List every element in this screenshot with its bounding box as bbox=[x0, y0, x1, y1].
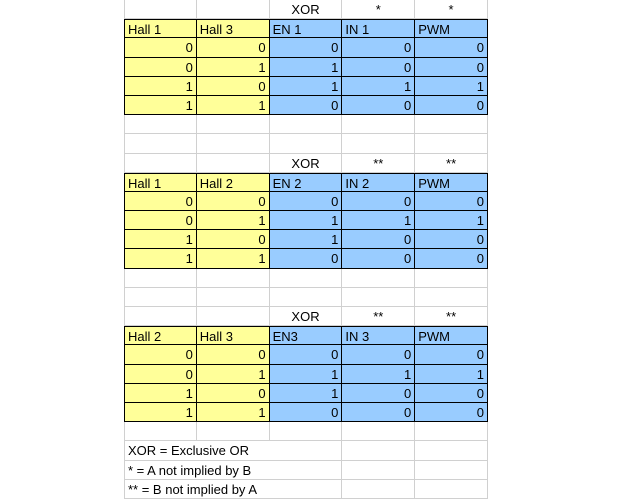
empty-cell[interactable] bbox=[342, 115, 415, 134]
empty-cell[interactable] bbox=[415, 480, 488, 499]
value-cell[interactable]: 0 bbox=[124, 192, 197, 211]
empty-cell[interactable] bbox=[270, 115, 343, 134]
value-cell[interactable]: 0 bbox=[124, 38, 197, 57]
empty-cell[interactable] bbox=[124, 422, 197, 441]
value-cell[interactable]: 1 bbox=[197, 403, 270, 422]
empty-cell[interactable] bbox=[342, 422, 415, 441]
column-header[interactable]: PWM bbox=[415, 173, 488, 192]
column-header[interactable]: Hall 1 bbox=[124, 173, 197, 192]
table-row bbox=[124, 96, 488, 115]
empty-cell[interactable] bbox=[124, 288, 197, 307]
header-row bbox=[124, 326, 488, 345]
operator-cell[interactable]: * bbox=[342, 0, 415, 19]
value-cell[interactable]: 1 bbox=[124, 249, 197, 268]
value-cell[interactable]: 0 bbox=[124, 58, 197, 77]
column-header[interactable]: PWM bbox=[415, 19, 488, 38]
value-cell[interactable]: 0 bbox=[270, 345, 343, 364]
empty-cell[interactable] bbox=[415, 134, 488, 153]
operator-cell[interactable]: ** bbox=[342, 307, 415, 326]
value-cell[interactable]: 0 bbox=[124, 345, 197, 364]
value-cell[interactable]: 0 bbox=[342, 38, 415, 57]
value-cell[interactable]: 1 bbox=[124, 77, 197, 96]
spacer-row bbox=[124, 134, 488, 153]
operator-cell[interactable] bbox=[197, 307, 270, 326]
operator-cell[interactable] bbox=[124, 307, 197, 326]
table-row bbox=[124, 77, 488, 96]
empty-cell[interactable] bbox=[124, 115, 197, 134]
operator-cell[interactable]: XOR bbox=[270, 154, 343, 173]
empty-cell[interactable] bbox=[342, 480, 415, 499]
value-cell[interactable]: 0 bbox=[270, 249, 343, 268]
value-cell[interactable]: 0 bbox=[124, 365, 197, 384]
empty-cell[interactable] bbox=[342, 134, 415, 153]
value-cell[interactable]: 1 bbox=[124, 96, 197, 115]
spacer-row bbox=[124, 422, 488, 441]
empty-cell[interactable] bbox=[415, 269, 488, 288]
value-cell[interactable]: 1 bbox=[124, 384, 197, 403]
value-cell[interactable]: 1 bbox=[124, 230, 197, 249]
value-cell[interactable]: 1 bbox=[270, 58, 343, 77]
value-cell[interactable]: 1 bbox=[197, 96, 270, 115]
value-cell[interactable]: 0 bbox=[197, 230, 270, 249]
operator-cell[interactable]: * bbox=[415, 0, 488, 19]
empty-cell[interactable] bbox=[415, 461, 488, 480]
header-row bbox=[124, 173, 488, 192]
value-cell[interactable]: 0 bbox=[270, 96, 343, 115]
value-cell[interactable]: 0 bbox=[342, 403, 415, 422]
operator-cell[interactable] bbox=[197, 154, 270, 173]
table-row bbox=[124, 384, 488, 403]
value-cell[interactable]: 0 bbox=[124, 211, 197, 230]
table-row bbox=[124, 365, 488, 384]
value-cell[interactable]: 0 bbox=[415, 230, 488, 249]
empty-cell[interactable] bbox=[270, 288, 343, 307]
empty-cell[interactable] bbox=[197, 134, 270, 153]
value-cell[interactable]: 1 bbox=[270, 211, 343, 230]
empty-cell[interactable] bbox=[197, 422, 270, 441]
column-header[interactable]: PWM bbox=[415, 326, 488, 345]
value-cell[interactable]: 0 bbox=[415, 38, 488, 57]
value-cell[interactable]: 0 bbox=[415, 403, 488, 422]
value-cell[interactable]: 0 bbox=[415, 96, 488, 115]
empty-cell[interactable] bbox=[197, 288, 270, 307]
value-cell[interactable]: 1 bbox=[415, 211, 488, 230]
empty-cell[interactable] bbox=[342, 441, 415, 460]
empty-cell[interactable] bbox=[197, 269, 270, 288]
table-row bbox=[124, 58, 488, 77]
table-row bbox=[124, 38, 488, 57]
value-cell[interactable]: 1 bbox=[270, 77, 343, 96]
operator-cell[interactable]: ** bbox=[342, 154, 415, 173]
value-cell[interactable]: 1 bbox=[197, 365, 270, 384]
value-cell[interactable]: 0 bbox=[197, 192, 270, 211]
value-cell[interactable]: 0 bbox=[197, 384, 270, 403]
empty-cell[interactable] bbox=[342, 288, 415, 307]
value-cell[interactable]: 0 bbox=[415, 249, 488, 268]
empty-cell[interactable] bbox=[124, 269, 197, 288]
value-cell[interactable]: 1 bbox=[197, 249, 270, 268]
value-cell[interactable]: 0 bbox=[342, 58, 415, 77]
truth-table-sheet bbox=[124, 0, 488, 499]
operator-cell[interactable]: ** bbox=[415, 154, 488, 173]
table-row bbox=[124, 403, 488, 422]
empty-cell[interactable] bbox=[415, 115, 488, 134]
value-cell[interactable]: 0 bbox=[415, 58, 488, 77]
table-row bbox=[124, 230, 488, 249]
value-cell[interactable]: 0 bbox=[342, 345, 415, 364]
value-cell[interactable]: 0 bbox=[197, 77, 270, 96]
value-cell[interactable]: 1 bbox=[197, 211, 270, 230]
operator-cell[interactable] bbox=[124, 154, 197, 173]
legend-row bbox=[124, 480, 488, 499]
legend-note[interactable]: ** = B not implied by A bbox=[124, 480, 342, 499]
value-cell[interactable]: 1 bbox=[270, 384, 343, 403]
table-row bbox=[124, 345, 488, 364]
operator-row bbox=[124, 0, 488, 19]
operator-cell[interactable] bbox=[124, 0, 197, 19]
value-cell[interactable]: 0 bbox=[342, 192, 415, 211]
operator-row bbox=[124, 154, 488, 173]
value-cell[interactable]: 0 bbox=[270, 38, 343, 57]
value-cell[interactable]: 1 bbox=[415, 77, 488, 96]
value-cell[interactable]: 0 bbox=[270, 192, 343, 211]
empty-cell[interactable] bbox=[342, 269, 415, 288]
legend-note[interactable]: * = A not implied by B bbox=[124, 461, 342, 480]
value-cell[interactable]: 1 bbox=[270, 365, 343, 384]
column-header[interactable]: Hall 1 bbox=[124, 19, 197, 38]
legend-note[interactable]: XOR = Exclusive OR bbox=[124, 441, 342, 460]
value-cell[interactable]: 1 bbox=[342, 365, 415, 384]
value-cell[interactable]: 1 bbox=[270, 230, 343, 249]
empty-cell[interactable] bbox=[415, 441, 488, 460]
value-cell[interactable]: 0 bbox=[342, 384, 415, 403]
value-cell[interactable]: 0 bbox=[342, 249, 415, 268]
column-header[interactable]: EN 2 bbox=[270, 173, 343, 192]
empty-cell[interactable] bbox=[270, 134, 343, 153]
empty-cell[interactable] bbox=[124, 134, 197, 153]
value-cell[interactable]: 1 bbox=[342, 77, 415, 96]
column-header[interactable]: EN 1 bbox=[270, 19, 343, 38]
operator-cell[interactable] bbox=[197, 0, 270, 19]
empty-cell[interactable] bbox=[270, 269, 343, 288]
spacer-row bbox=[124, 288, 488, 307]
value-cell[interactable]: 1 bbox=[342, 211, 415, 230]
value-cell[interactable]: 0 bbox=[342, 230, 415, 249]
column-header[interactable]: Hall 2 bbox=[197, 173, 270, 192]
value-cell[interactable]: 0 bbox=[415, 192, 488, 211]
value-cell[interactable]: 0 bbox=[415, 345, 488, 364]
header-row bbox=[124, 19, 488, 38]
value-cell[interactable]: 0 bbox=[197, 38, 270, 57]
column-header[interactable]: IN 1 bbox=[342, 19, 415, 38]
column-header[interactable]: EN3 bbox=[270, 326, 343, 345]
empty-cell[interactable] bbox=[270, 422, 343, 441]
operator-row bbox=[124, 307, 488, 326]
empty-cell[interactable] bbox=[342, 461, 415, 480]
value-cell[interactable]: 1 bbox=[124, 403, 197, 422]
value-cell[interactable]: 0 bbox=[415, 384, 488, 403]
value-cell[interactable]: 1 bbox=[415, 365, 488, 384]
spacer-row bbox=[124, 269, 488, 288]
table-row bbox=[124, 192, 488, 211]
operator-cell[interactable]: XOR bbox=[270, 0, 343, 19]
value-cell[interactable]: 0 bbox=[270, 403, 343, 422]
legend-row bbox=[124, 461, 488, 480]
value-cell[interactable]: 0 bbox=[342, 96, 415, 115]
operator-cell[interactable]: XOR bbox=[270, 307, 343, 326]
empty-cell[interactable] bbox=[197, 115, 270, 134]
column-header[interactable]: Hall 2 bbox=[124, 326, 197, 345]
column-header[interactable]: IN 3 bbox=[342, 326, 415, 345]
table-row bbox=[124, 211, 488, 230]
spacer-row bbox=[124, 115, 488, 134]
column-header[interactable]: Hall 3 bbox=[197, 19, 270, 38]
table-row bbox=[124, 249, 488, 268]
value-cell[interactable]: 1 bbox=[197, 58, 270, 77]
operator-cell[interactable]: ** bbox=[415, 307, 488, 326]
value-cell[interactable]: 0 bbox=[197, 345, 270, 364]
empty-cell[interactable] bbox=[415, 288, 488, 307]
empty-cell[interactable] bbox=[415, 422, 488, 441]
legend-row bbox=[124, 441, 488, 460]
column-header[interactable]: Hall 3 bbox=[197, 326, 270, 345]
column-header[interactable]: IN 2 bbox=[342, 173, 415, 192]
